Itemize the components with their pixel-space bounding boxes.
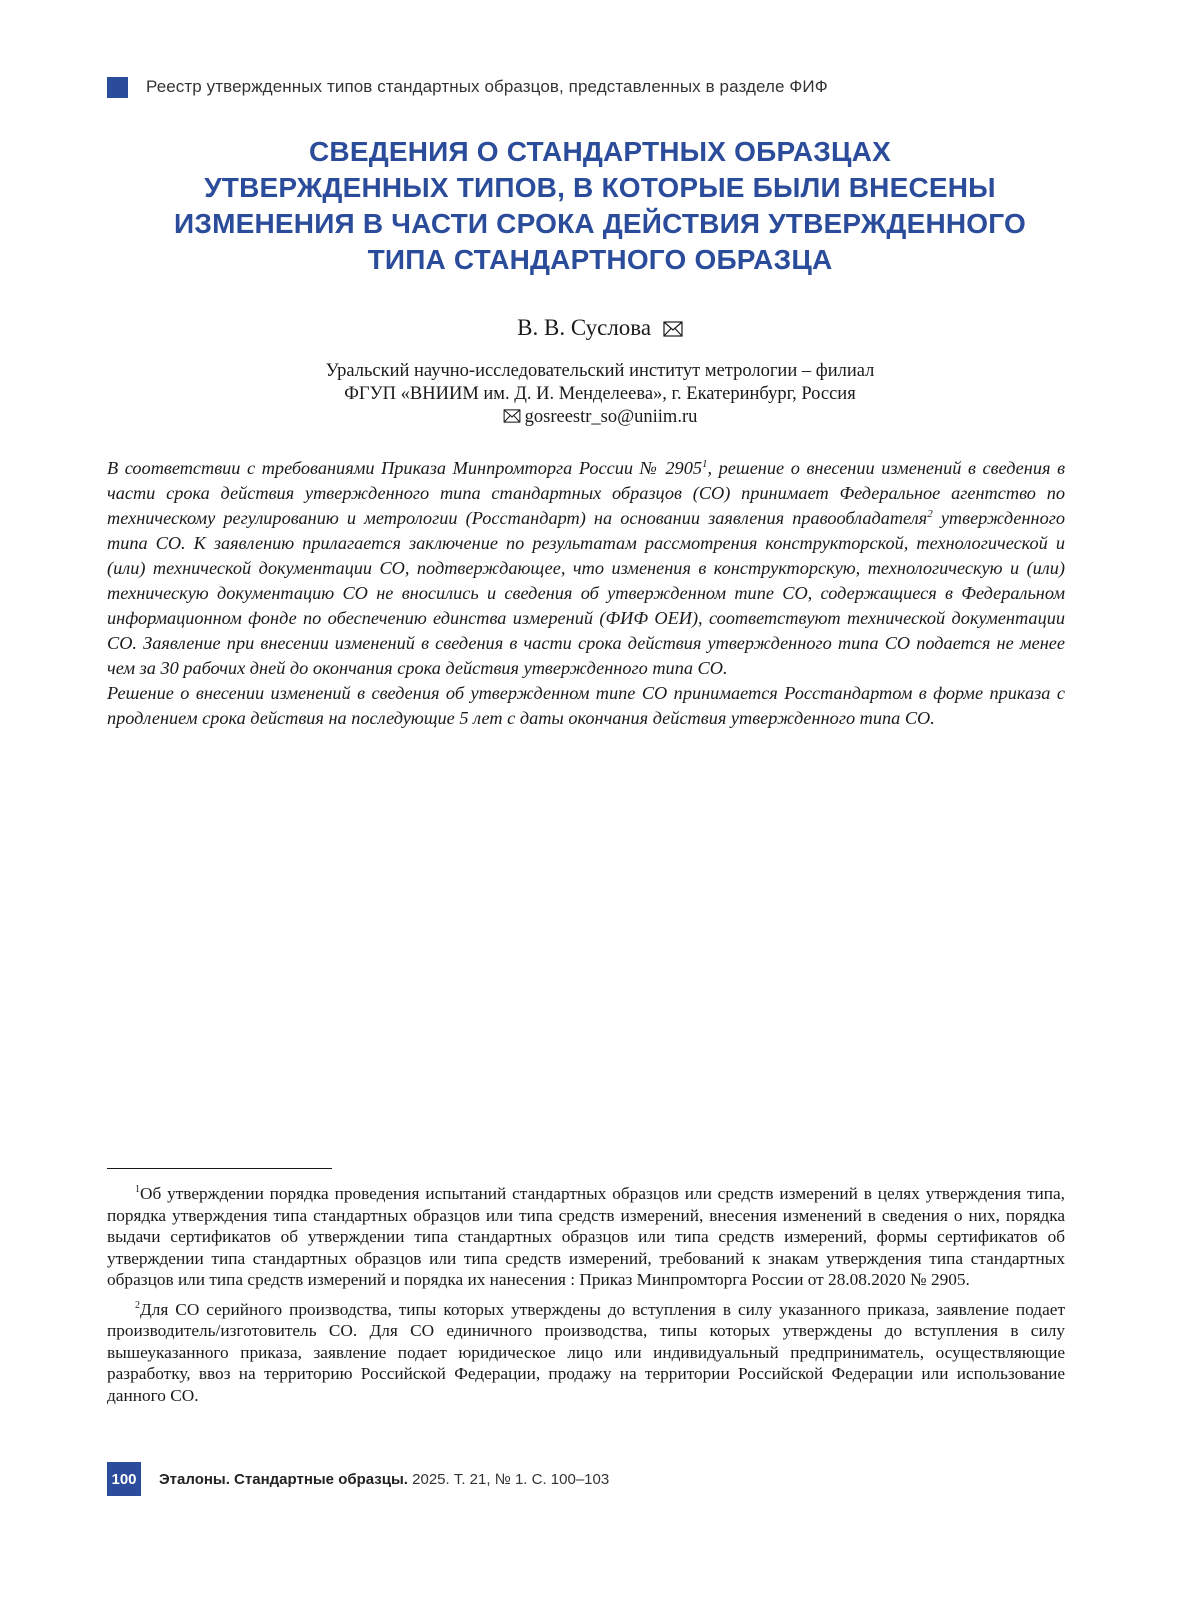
title-line-1: СВЕДЕНИЯ О СТАНДАРТНЫХ ОБРАЗЦАХ (309, 136, 891, 167)
footnote-ref-2[interactable]: 2 (927, 507, 933, 520)
footnote-text: Об утверждении порядка проведения испытаний стандартных образцов или средств измерений в целях утверждения типа, порядка утверждения типа стандартных образцов или типа средств измерений, внесения изменений в сведения о них, порядка выдачи сертификатов об утверждении типа стандартных образцов или типа средств измерений, формы сертификатов об утверждении типа стандартных образцов или типа средств измерений, требований к знакам утверждения типа стандартных образцов или типа средств измерений и порядка их нанесения : Приказ Минпромторга России от 28.08.2020 № 2905. (107, 1184, 1065, 1289)
footnote-number: 2 (135, 1299, 140, 1311)
author-email[interactable]: gosreestr_so@uniim.ru (524, 407, 698, 427)
footnote-text: Для СО серийного производства, типы которых утверждены до вступления в силу указанного приказа, заявление подает производитель/изготовитель СО. Для СО единичного производства, типы которых утверждены до вступления в силу вышеуказанного приказа, заявление подает юридическое лицо или индивидуальный предприниматель, осуществляющие разработку, ввоз на территорию Российской Федерации, продажу на территории Российской Федерации или использование данного СО. (107, 1299, 1065, 1405)
article-title (100, 134, 1100, 278)
title-line-4: ТИПА СТАНДАРТНОГО ОБРАЗЦА (367, 244, 833, 275)
footnote-number: 1 (135, 1184, 140, 1196)
abstract (107, 456, 1065, 731)
footnote-2 (107, 1299, 1065, 1407)
running-header (107, 76, 828, 98)
abstract-paragraph-2: Решение о внесении изменений в сведения об утвержденном типе СО принимается Росстандартом в форме приказа с продлением срока действия на последующие 5 лет с даты окончания действия утвержденного типа СО. (107, 683, 1065, 728)
email-line (0, 406, 1200, 430)
abstract-text: утвержденного типа СО. К заявлению прилагается заключение по результатам рассмотрения конструкторской, технологической и (или) технической документации СО, подтверждающее, что изменения в конструкторскую, технологическую и (или) техническую документацию СО не вносились и сведения об утвержденном типе СО, содержащиеся в Федеральном информационном фонде по обеспечению единства измерений (ФИФ ОЕИ), соответствуют технической документации СО. Заявление при внесении изменений в сведения в части срока действия утвержденного типа СО подается не менее чем за 30 рабочих дней до окончания срока действия утвержденного типа СО. (107, 508, 1066, 678)
citation-details: 2025. Т. 21, № 1. С. 100–103 (412, 1470, 610, 1488)
abstract-paragraph-1 (107, 456, 1065, 681)
footnotes (107, 1183, 1065, 1414)
header-square-marker (107, 77, 128, 98)
journal-citation (159, 1471, 609, 1488)
envelope-icon (503, 407, 521, 430)
title-line-3: ИЗМЕНЕНИЯ В ЧАСТИ СРОКА ДЕЙСТВИЯ УТВЕРЖДЕННОГО (174, 208, 1026, 239)
footnote-separator (107, 1168, 332, 1169)
journal-name: Эталоны. Стандартные образцы. (159, 1470, 408, 1488)
affiliation-line-2: ФГУП «ВНИИМ им. Д. И. Менделеева», г. Екатеринбург, Россия (344, 384, 856, 404)
running-title: Реестр утвержденных типов стандартных образцов, представленных в разделе ФИФ (146, 77, 828, 96)
affiliation-block (0, 360, 1200, 430)
abstract-text: , решение о внесении изменений в сведения в части срока действия утвержденного типа стандартных образцов (СО) принимает Федеральное агентство по техническому регулированию и метрологии (Росстандарт) на основании заявления правообладателя (107, 458, 1066, 528)
footnote-ref-1[interactable]: 1 (701, 457, 708, 470)
title-line-2: УТВЕРЖДЕННЫХ ТИПОВ, В КОТОРЫЕ БЫЛИ ВНЕСЕНЫ (204, 172, 996, 203)
author-name: В. В. Суслова (517, 315, 652, 340)
page-footer (107, 1462, 609, 1496)
affiliation-line-1: Уральский научно-исследовательский институт метрологии – филиал (325, 361, 875, 381)
envelope-icon (663, 316, 683, 344)
author-line (0, 314, 1200, 344)
footnote-1 (107, 1183, 1065, 1291)
abstract-text: В соответствии с требованиями Приказа Минпромторга России № 2905 (107, 458, 702, 478)
page-number: 100 (107, 1462, 141, 1496)
